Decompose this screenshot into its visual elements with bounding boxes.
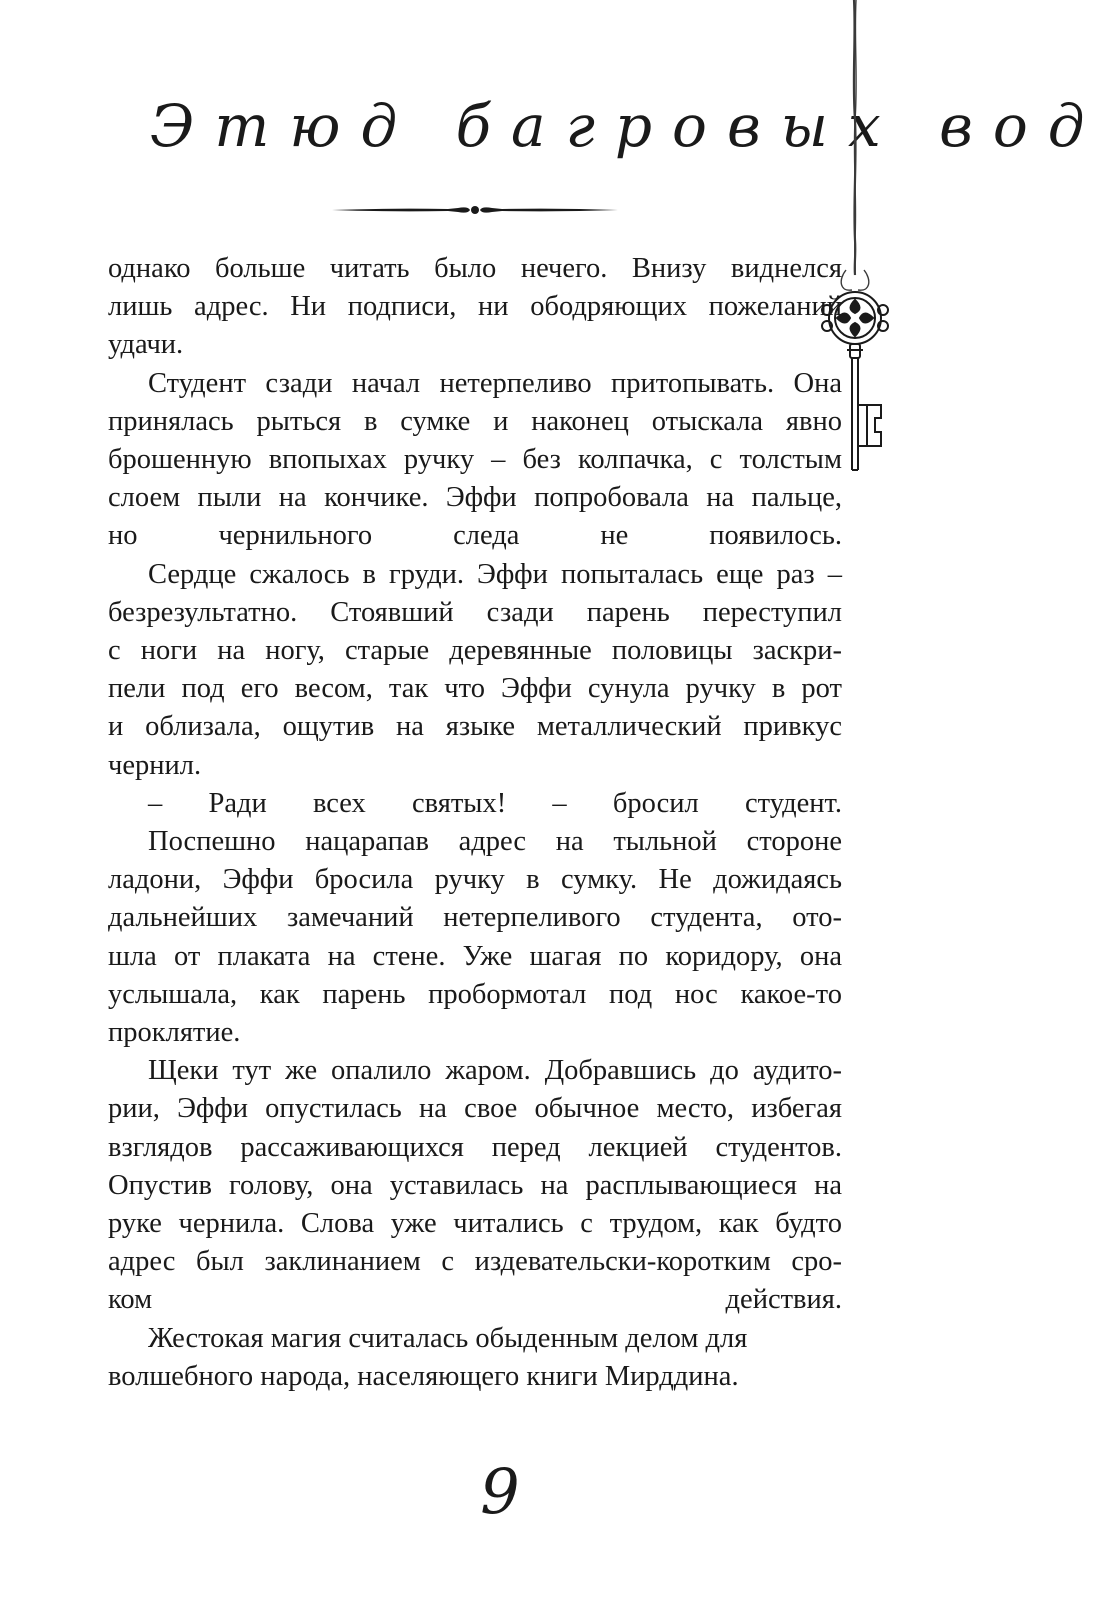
text-line: но чернильного следа не появилось.: [108, 520, 842, 552]
text-line: лишь адрес. Ни подписи, ни ободряющих пожеланий: [108, 291, 842, 323]
text-line: Жестокая магия считалась обыденным делом для: [148, 1322, 748, 1354]
text-line: принялась рыться в сумке и наконец отыскала явно: [108, 405, 842, 437]
text-line: ком действия.: [108, 1284, 842, 1316]
text-line: руке чернила. Слова уже читались с трудом, как будто: [108, 1208, 842, 1240]
text-line: и облизала, ощутив на языке металлический привкус: [108, 711, 842, 743]
paragraph-7: [108, 1320, 842, 1396]
text-line: брошенную впопыхах ручку – без колпачка, с толстым: [108, 444, 842, 476]
paragraph-5: [108, 823, 842, 1052]
text-line: шла от плаката на стене. Уже шагая по коридору, она: [108, 940, 842, 972]
text-line: слоем пыли на кончике. Эффи попробовала на пальце,: [108, 482, 842, 514]
paragraph-3: [108, 556, 842, 785]
text-line: Щеки тут же опалило жаром. Добравшись до аудито-: [148, 1055, 842, 1087]
body-text: [108, 250, 842, 1396]
text-line: однако больше читать было нечего. Внизу виднелся: [108, 253, 842, 284]
page-number: 9: [480, 1455, 520, 1528]
running-title: Этюд багровых вод: [150, 92, 1105, 160]
text-line: проклятие.: [108, 1017, 241, 1049]
text-line: волшебного народа, населяющего книги Мирддина.: [108, 1360, 739, 1392]
text-line: пели под его весом, так что Эффи сунула ручку в рот: [108, 673, 842, 705]
text-line: с ноги на ногу, старые деревянные половицы заскри-: [108, 635, 842, 667]
paragraph-2: [108, 365, 842, 556]
text-line: Сердце сжалось в груди. Эффи попыталась еще раз –: [148, 558, 842, 590]
text-line: Студент сзади начал нетерпеливо притопывать. Она: [148, 367, 842, 399]
text-line: услышала, как парень пробормотал под нос какое-то: [108, 978, 842, 1010]
text-line: адрес был заклинанием с издевательски-коротким сро-: [108, 1246, 842, 1278]
paragraph-1: [108, 250, 842, 365]
text-line: – Ради всех святых! – бросил студент.: [148, 787, 842, 819]
text-line: взглядов рассаживающихся перед лекцией студентов.: [108, 1131, 842, 1163]
paragraph-4: [108, 785, 842, 823]
text-line: чернил.: [108, 749, 202, 781]
text-line: рии, Эффи опустилась на свое обычное место, избегая: [108, 1093, 842, 1125]
text-line: удачи.: [108, 329, 184, 361]
paragraph-6: [108, 1052, 842, 1319]
text-line: дальнейших замечаний нетерпеливого студента, ото-: [108, 902, 842, 934]
text-line: безрезультатно. Стоявший сзади парень переступил: [108, 596, 842, 628]
hanging-key-icon: [838, 0, 938, 500]
text-line: Поспешно нацарапав адрес на тыльной стороне: [148, 826, 842, 858]
text-line: Опустив голову, она уставилась на расплывающиеся на: [108, 1169, 842, 1201]
text-line: ладони, Эффи бросила ручку в сумку. Не дожидаясь: [108, 864, 842, 896]
title-rule-ornament: [330, 203, 620, 217]
